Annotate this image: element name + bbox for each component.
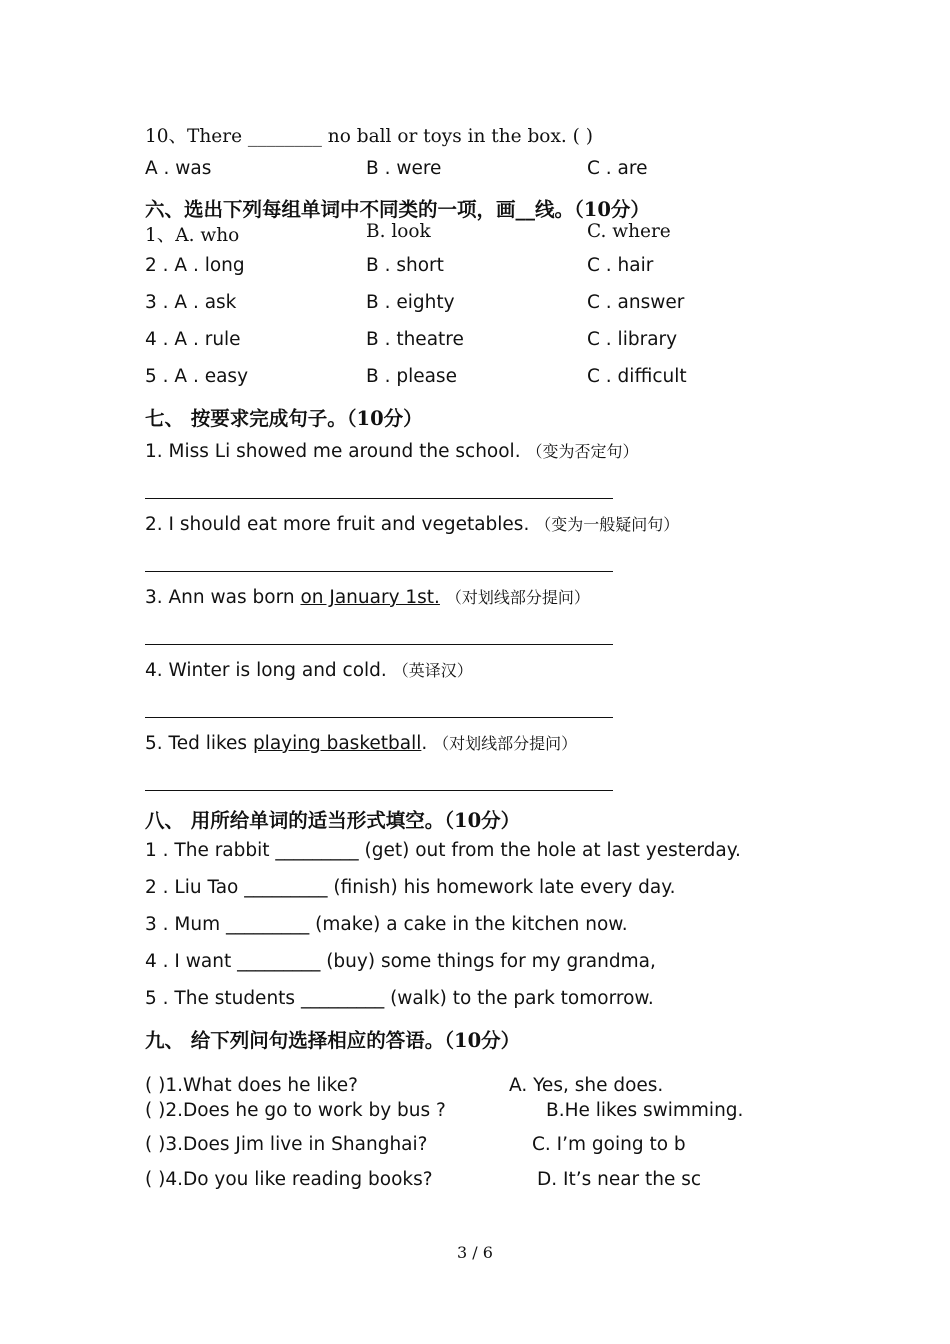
s6-row1-b: B. look — [366, 221, 431, 242]
s9-question-3: ( )3.Does Jim live in Shanghai? — [145, 1134, 428, 1155]
s7-item-3-underlined: on January 1st. — [300, 587, 440, 608]
s7-answer-line-4[interactable] — [145, 717, 613, 718]
s7-item-1-note: （变为否定句） — [526, 442, 639, 461]
s7-item-5 — [145, 731, 577, 754]
s6-row5-c: C . difficult — [587, 366, 687, 387]
q10-option-c: C . are — [587, 158, 648, 179]
s8-item-3: 3 . Mum _________ (make) a cake in the kitchen now. — [145, 914, 628, 935]
s6-row3-a: 3 . A . ask — [145, 292, 237, 313]
question-10: 10、There ________ no ball or toys in the box. ( ) — [145, 126, 593, 147]
section-6-heading: 六、选出下列每组单词中不同类的一项，画__线。（10分） — [145, 198, 650, 221]
s7-item-4-text: 4. Winter is long and cold. — [145, 660, 387, 681]
s6-row5-b: B . please — [366, 366, 457, 387]
s7-answer-line-3[interactable] — [145, 644, 613, 645]
s7-answer-line-1[interactable] — [145, 498, 613, 499]
s7-item-2-text: 2. I should eat more fruit and vegetables. — [145, 514, 530, 535]
s8-item-4: 4 . I want _________ (buy) some things for my grandma, — [145, 951, 656, 972]
s6-row4-a: 4 . A . rule — [145, 329, 241, 350]
s9-question-4: ( )4.Do you like reading books? — [145, 1169, 433, 1190]
s8-item-1: 1 . The rabbit _________ (get) out from the hole at last yesterday. — [145, 840, 741, 861]
s8-item-2: 2 . Liu Tao _________ (finish) his homework late every day. — [145, 877, 676, 898]
s7-item-2 — [145, 512, 679, 535]
s6-row3-b: B . eighty — [366, 292, 455, 313]
s9-answer-b: B.He likes swimming. — [546, 1100, 744, 1121]
s9-answer-a: A. Yes, she does. — [509, 1075, 664, 1096]
s6-row2-a: 2 . A . long — [145, 255, 245, 276]
s7-item-4 — [145, 658, 473, 681]
q10-option-b: B . were — [366, 158, 442, 179]
s7-item-1 — [145, 439, 639, 462]
s6-row5-a: 5 . A . easy — [145, 366, 249, 387]
section-9-heading: 九、 给下列问句选择相应的答语。（10分） — [145, 1029, 521, 1052]
s8-item-5: 5 . The students _________ (walk) to the park tomorrow. — [145, 988, 654, 1009]
s7-item-3 — [145, 585, 590, 608]
s7-item-5-note: （对划线部分提问） — [433, 734, 578, 753]
section-7-heading: 七、 按要求完成句子。（10分） — [145, 407, 423, 430]
s7-item-5-underlined: playing basketball — [252, 733, 422, 754]
section-8-heading: 八、 用所给单词的适当形式填空。（10分） — [145, 809, 521, 832]
page-number: 3 / 6 — [457, 1243, 493, 1262]
s7-item-4-note: （英译汉） — [392, 661, 473, 680]
s7-item-5-post: . — [421, 733, 428, 754]
s7-item-3-text: 3. Ann was born — [145, 587, 301, 608]
s7-item-1-text: 1. Miss Li showed me around the school. — [145, 441, 521, 462]
s6-row2-c: C . hair — [587, 255, 654, 276]
s7-answer-line-5[interactable] — [145, 790, 613, 791]
s9-question-1: ( )1.What does he like? — [145, 1075, 358, 1096]
s6-row1-a: 1、A. who — [145, 225, 240, 246]
s6-row4-c: C . library — [587, 329, 678, 350]
s7-item-2-note: （变为一般疑问句） — [535, 515, 680, 534]
q10-option-a: A . was — [145, 158, 212, 179]
s7-item-5-text: 5. Ted likes — [145, 733, 253, 754]
s7-answer-line-2[interactable] — [145, 571, 613, 572]
s9-answer-c: C. I’m going to b — [532, 1134, 686, 1155]
s6-row4-b: B . theatre — [366, 329, 464, 350]
s9-question-2: ( )2.Does he go to work by bus ? — [145, 1100, 446, 1121]
s6-row1-c: C. where — [587, 221, 671, 242]
s7-item-3-note: （对划线部分提问） — [445, 588, 590, 607]
s6-row2-b: B . short — [366, 255, 444, 276]
s6-row3-c: C . answer — [587, 292, 685, 313]
s9-answer-d: D. It’s near the sc — [537, 1169, 702, 1190]
